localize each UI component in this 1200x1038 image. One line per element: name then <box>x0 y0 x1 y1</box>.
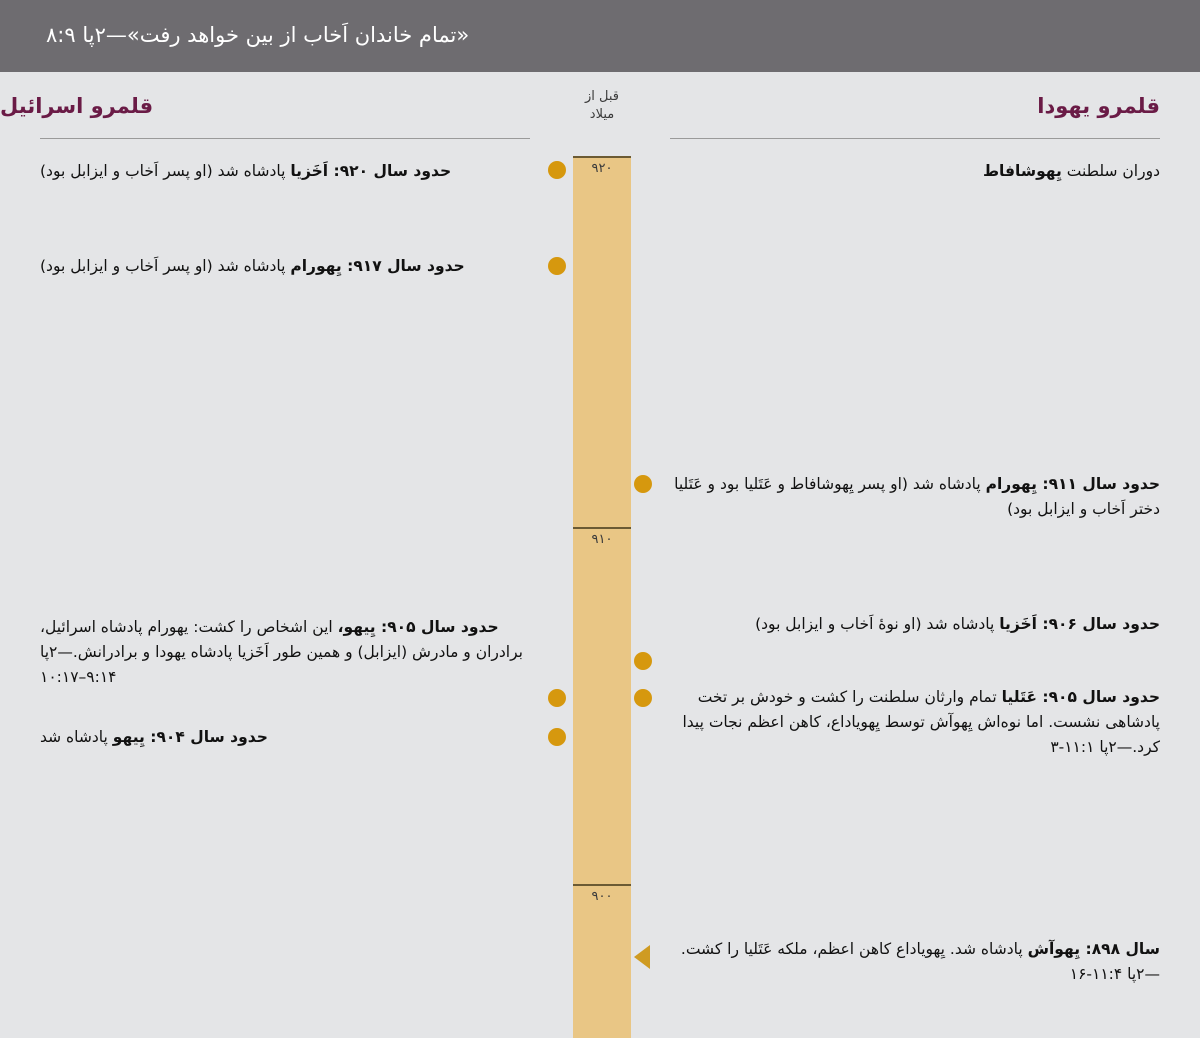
event-judah-911-title: حدود سال ۹۱۱: یِهورام <box>985 475 1160 493</box>
marker-dot-judah-906 <box>634 652 652 670</box>
event-israel-917-title: حدود سال ۹۱۷: یِهورام <box>290 257 465 275</box>
timeline-year-label-910: ۹۱۰ <box>591 532 613 547</box>
event-israel-905 <box>40 615 530 690</box>
timeline-tick-920 <box>573 156 631 158</box>
event-israel-917 <box>40 254 530 279</box>
column-heading-judah: قلمرو یهودا <box>1037 94 1160 118</box>
timeline-bar <box>573 156 631 1038</box>
timeline-year-label-920: ۹۲۰ <box>591 161 613 176</box>
event-israel-920 <box>40 159 530 184</box>
event-judah-905 <box>670 685 1160 760</box>
timeline-tick-900 <box>573 884 631 886</box>
column-heading-israel: قلمرو اسرائیل <box>0 94 154 118</box>
divider-rule-left <box>40 138 530 139</box>
event-judah-906-title: حدود سال ۹۰۶: اَخَزیا <box>999 615 1160 633</box>
event-israel-904-title: حدود سال ۹۰۴: یِیهو <box>112 728 268 746</box>
event-judah-898 <box>670 937 1160 987</box>
event-judah-jehoshaphat-lead: دوران سلطنت <box>1061 162 1160 180</box>
event-judah-905-text: تمام وارثان سلطنت را کشت و خودش بر تخت پادشاهی نشست. اما نوه‌اش یِهوآش توسط یِهویاداع، کاهن اعظم نجات پیدا کرد.—۲پا ۱۱:۱-۳ <box>682 688 1160 757</box>
event-judah-jehoshaphat-title: یِهوشافاط <box>982 162 1062 180</box>
event-judah-905-title: حدود سال ۹۰۵: عَتَلیا <box>1001 688 1160 706</box>
marker-dot-israel-904 <box>548 728 566 746</box>
event-israel-920-title: حدود سال ۹۲۰: اَخَزیا <box>290 162 452 180</box>
event-israel-904-text: پادشاه شد <box>40 728 113 746</box>
timeline-axis-heading-line1: قبل از <box>584 89 619 104</box>
event-judah-898-text: پادشاه شد. یِهویاداع کاهن اعظم، ملکه عَتَلیا را کشت.—۲پا ۱۱:۴-۱۶ <box>680 940 1160 984</box>
event-israel-905-title: حدود سال ۹۰۵: یِیهو، <box>337 618 499 636</box>
event-judah-906-text: پادشاه شد (او نوهٔ اَخاب و ایزابل بود) <box>755 615 1000 633</box>
timeline-axis-heading-line2: میلاد <box>589 106 615 122</box>
event-judah-906 <box>670 612 1160 637</box>
divider-rule-right <box>670 138 1160 139</box>
header-banner <box>0 0 1200 72</box>
timeline-tick-910 <box>573 527 631 529</box>
event-israel-904 <box>40 725 530 750</box>
event-judah-911-text: پادشاه شد (او پسر یِهوشافاط و عَتَلیا بود و عَتَلیا دختر اَخاب و ایزابل بود) <box>674 475 1160 519</box>
marker-dot-judah-911 <box>634 475 652 493</box>
timeline-axis-heading <box>566 88 638 123</box>
marker-dot-israel-920 <box>548 161 566 179</box>
event-judah-jehoshaphat <box>670 159 1160 184</box>
banner-title: «تمام خاندان اَخاب از بین خواهد رفت»—۲پا ۸:۹ <box>46 23 470 48</box>
event-judah-898-title: سال ۸۹۸: یِهوآش <box>1027 940 1160 958</box>
event-israel-917-text: پادشاه شد (او پسر اَخاب و ایزابل بود) <box>40 257 291 275</box>
timeline-year-label-900: ۹۰۰ <box>591 889 613 904</box>
event-judah-911 <box>670 472 1160 522</box>
event-israel-905-text: این اشخاص را کشت: یهورام پادشاه اسرائیل، برادران و مادرش (ایزابل) و همین طور اَخَزیا پادشاه یهودا و برادرانش.—۲پا ۹:۱۴–۱۰:۱۷ <box>40 618 523 687</box>
marker-dot-judah-905 <box>634 689 652 707</box>
timeline-stage <box>0 72 1200 1038</box>
marker-arrow-judah-898 <box>634 945 650 969</box>
event-israel-920-text: پادشاه شد (او پسر اَخاب و ایزابل بود) <box>40 162 291 180</box>
marker-dot-israel-917 <box>548 257 566 275</box>
marker-dot-israel-905 <box>548 689 566 707</box>
